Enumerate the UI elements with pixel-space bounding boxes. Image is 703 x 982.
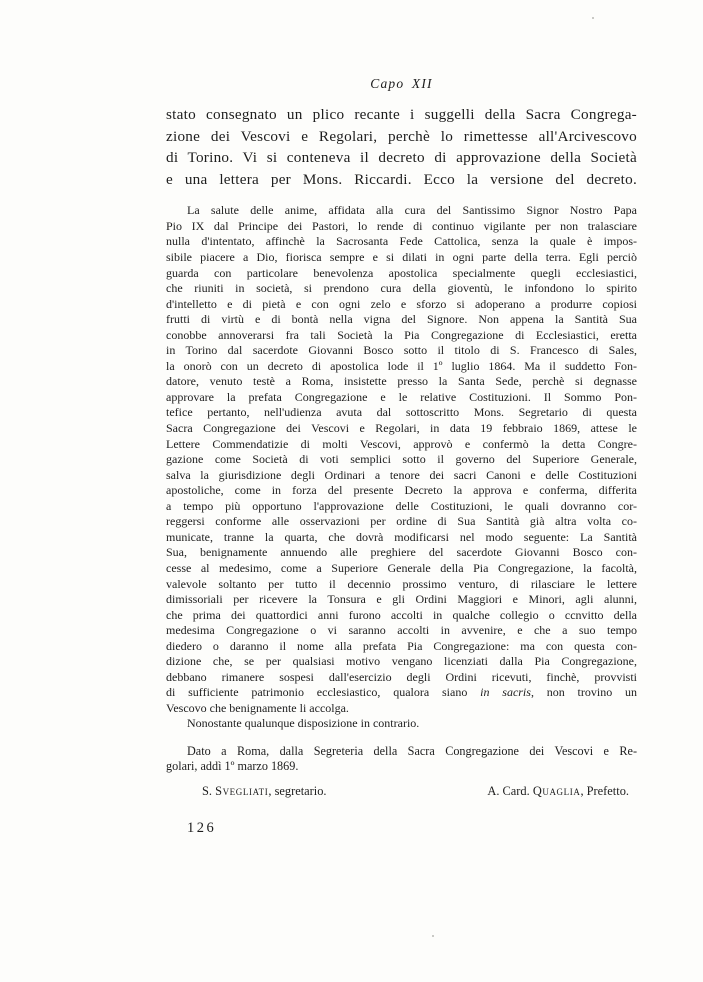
text-line: cesse al medesimo, come a Superiore Generale della Pia Congregazione, la facoltà, [166, 560, 637, 575]
text-line: salva la giurisdizione degli Ordinari a tenore dei sacri Canoni e delle Costituzioni [166, 467, 637, 482]
text-line: che riuniti in società, si prendono cura della gioventù, le infondono lo spirito [166, 281, 637, 296]
text-segment: , non trovino un [530, 685, 637, 700]
intro-paragraph [166, 104, 637, 190]
text-line: Vescovo che benignamente li accolga. [166, 700, 349, 715]
chapter-running-header: Capo XII [370, 76, 433, 91]
text-line: La salute delle anime, affidata alla cura del Santissimo Signor Nostro Papa [187, 203, 637, 218]
text-line: valevole soltanto per tutto il decennio prossimo venturo, di rilasciare le lettere [166, 576, 637, 591]
signature-prefect-name: Quaglia [532, 783, 581, 798]
text-line: approvare la prefata Congregazione e le relative Costituzioni. Il Sommo Pon- [166, 389, 637, 404]
text-line: conobbe annoverarsi fra tali Società la Pia Congregazione di Ecclesiastici, eretta [166, 327, 637, 342]
signature-row [166, 784, 637, 800]
decree-dating-paragraph [166, 744, 637, 775]
text-line: stato consegnato un plico recante i suggelli della Sacra Congrega- [166, 106, 637, 123]
text-line: reggersi conforme alle osservazioni per ordine di Sua Santità già altra volta co- [166, 514, 637, 529]
text-line: debbano rimanere sospesi dall'esercizio degli Ordini ricevuti, finchè, provvisti [166, 669, 637, 684]
text-line: municate, tranne la quarta, che dovrà modificarsi nel modo seguente: La Santità [166, 529, 637, 544]
text-line: apostoliche, come in forza del presente Decreto la approva e conferma, differita [166, 483, 637, 498]
signature-secretary [166, 784, 327, 800]
text-line: medesima Congregazione o vi saranno accolti in avvenire, e che a suo tempo [166, 623, 637, 638]
text-line: d'intelletto e di pietà e con ogni zelo e sforzo si adoperano a produrre copiosi [166, 296, 637, 311]
text-line: guarda con particolare benevolenza apostolica specialmente quegli ecclesiastici, [166, 265, 637, 280]
text-line: di Torino. Vi si conteneva il decreto di approvazione della Società [166, 149, 637, 167]
text-line: gazione come Società di voti semplici sotto il governo del Superiore Generale, [166, 452, 637, 467]
text-line: Dato a Roma, dalla Segreteria della Sacra Congregazione dei Vescovi e Re- [187, 743, 637, 758]
text-line: e una lettera per Mons. Riccardi. Ecco la versione del decreto. [166, 170, 637, 188]
text-line: tefice pertanto, nell'udienza avuta dal sottoscritto Mons. Segretario di questa [166, 405, 637, 420]
text-line: Sacra Congregazione dei Vescovi e Regolari, in data 19 febbraio 1869, attese le [166, 421, 637, 436]
text-line: dimissoriali per ricevere la Tonsura e gli Ordini Maggiori e Minori, agli alunni, [166, 592, 637, 607]
text-line: a tempo più opportuno l'approvazione delle Costituzioni, le quali dovranno cor- [166, 498, 637, 513]
text-line: Nonostante qualunque disposizione in contrario. [187, 716, 420, 731]
text-line: frutti di virtù e di bontà nella vigna del Signore. Non appena la Santità Sua [166, 312, 637, 327]
text-line: datore, venuto testè a Roma, insistette presso la Santa Sede, perchè si degnasse [166, 374, 637, 389]
decree-body-paragraph [166, 203, 637, 732]
text-segment: di sufficiente patrimonio ecclesiastico, qualora siano [166, 685, 481, 700]
text-line [166, 685, 637, 701]
text-line: zione dei Vescovi e Regolari, perchè lo rimettesse all'Arcivescovo [166, 127, 637, 145]
signature-prefect-title: , Prefetto. [580, 783, 629, 798]
text-line: la onorò con un decreto di apostolica lode il 1º luglio 1864. Ma il suddetto Fon- [166, 358, 637, 373]
text-line: sibile piacere a Dio, fiorisca sempre e si dilati in ogni parte della terra. Egli perciò [166, 250, 637, 265]
italic-phrase: in sacris [480, 685, 531, 700]
signature-secretary-prefix: S. [202, 783, 216, 798]
text-line: in Torino dal sacerdote Giovanni Bosco sotto il titolo di S. Francesco di Sales, [166, 343, 637, 358]
text-line: diedero o daranno il nome alla prefata Pia Congregazione: ma con questa con- [166, 638, 637, 653]
scan-speck [432, 935, 434, 937]
text-line: Lettere Commendatizie di molti Vescovi, approvò e confermò la detta Congre- [166, 436, 637, 451]
text-line: golari, addì 1º marzo 1869. [166, 759, 299, 774]
text-line: che prima dei quattordici anni furono accolti in qualche collegio o ccnvitto della [166, 607, 637, 622]
text-line: dizione che, se per qualsiasi motivo vengano licenziati dalla Pia Congregazione, [166, 654, 637, 669]
signature-prefect-prefix: A. Card. [487, 783, 533, 798]
signature-secretary-name: Svegliati [215, 783, 269, 798]
text-line: Sua, benignamente annuendo alle preghiere del sacerdote Giovanni Bosco con- [166, 545, 637, 560]
text-line: nulla d'intentato, affinchè la Sacrosanta Fede Cattolica, senza la quale è impos- [166, 234, 637, 249]
text-line: Pio IX dal Principe dei Pastori, lo rende di continuo vigilante per non tralasciare [166, 218, 637, 233]
signature-prefect [487, 784, 637, 800]
page-number: 126 [187, 820, 217, 837]
signature-secretary-title: , segretario. [268, 783, 327, 798]
text-block [166, 0, 637, 837]
